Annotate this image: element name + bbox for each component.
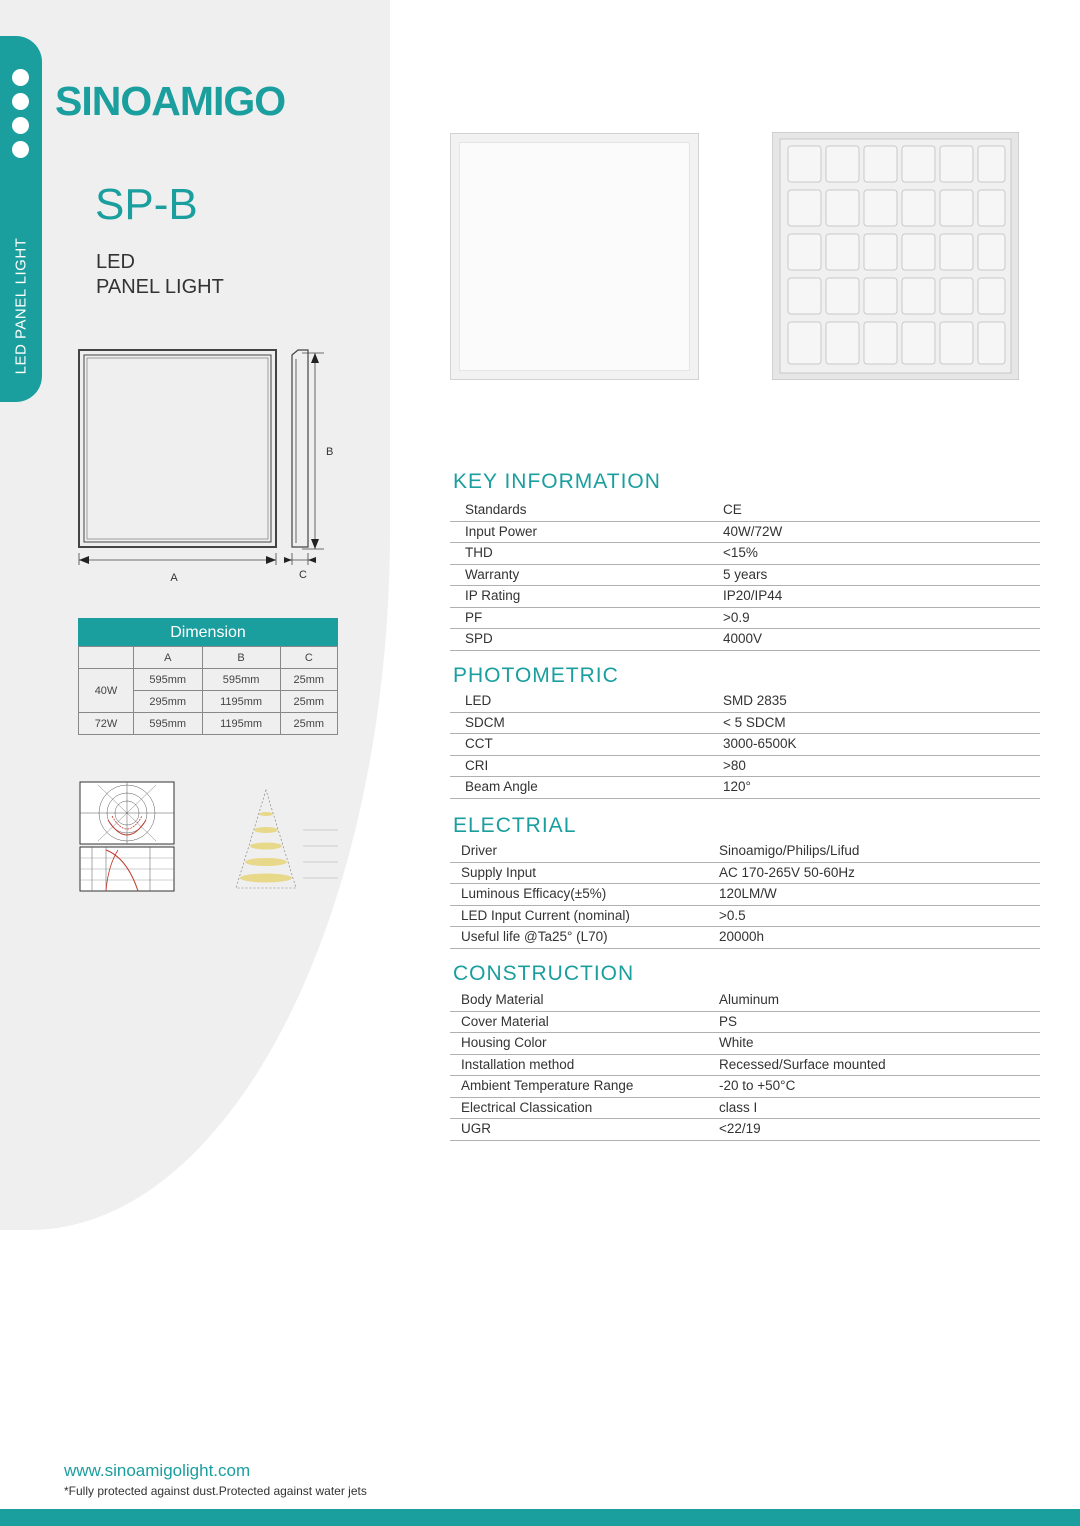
- model-title: SP-B: [95, 180, 198, 229]
- spec-value: 20000h: [719, 929, 765, 944]
- spec-label: Driver: [461, 843, 497, 858]
- header-b: B: [202, 647, 280, 669]
- spec-label: Body Material: [461, 992, 544, 1007]
- table-row: [450, 565, 1040, 587]
- cell-a: 595mm: [134, 669, 203, 691]
- spec-label: Standards: [465, 502, 527, 517]
- table-row: [450, 1033, 1040, 1055]
- spec-value: Sinoamigo/Philips/Lifud: [719, 843, 860, 858]
- cell-c: 25mm: [280, 713, 337, 735]
- spec-label: SDCM: [465, 714, 505, 730]
- dot-icon: [12, 93, 29, 110]
- spec-label: Housing Color: [461, 1035, 547, 1050]
- spec-label: LED: [465, 693, 492, 708]
- table-row: [450, 1119, 1040, 1141]
- spec-label: UGR: [461, 1121, 491, 1136]
- spec-value: White: [719, 1035, 754, 1050]
- spec-label: PF: [465, 609, 483, 625]
- cell-b: 1195mm: [202, 691, 280, 713]
- section-title-photometric: PHOTOMETRIC: [453, 664, 619, 687]
- table-row: [450, 1076, 1040, 1098]
- section-title-construction: CONSTRUCTION: [453, 962, 635, 985]
- spec-value: >80: [723, 757, 746, 773]
- spec-value: <15%: [723, 545, 758, 560]
- spec-value: <22/19: [719, 1121, 761, 1136]
- header-a: A: [134, 647, 203, 669]
- cell-b: 595mm: [202, 669, 280, 691]
- spec-value: CE: [723, 502, 742, 517]
- spec-value: class I: [719, 1099, 758, 1115]
- dot-icon: [12, 141, 29, 158]
- spec-value: < 5 SDCM: [723, 714, 786, 730]
- spec-value: 40W/72W: [723, 523, 783, 539]
- spec-value: >0.9: [723, 609, 750, 625]
- cell-a: 595mm: [134, 713, 203, 735]
- section-title-key-information: KEY INFORMATION: [453, 470, 661, 493]
- table-row: [450, 1098, 1040, 1120]
- table-row: [450, 884, 1040, 906]
- spec-label: Installation method: [461, 1056, 575, 1072]
- table-row: [450, 522, 1040, 544]
- table-header-row: [79, 647, 338, 669]
- header-c: C: [280, 647, 337, 669]
- power-cell: 40W: [79, 669, 134, 713]
- table-row: [450, 586, 1040, 608]
- table-row: [450, 756, 1040, 778]
- dimension-title: Dimension: [78, 618, 338, 646]
- photometric-table: [450, 691, 1040, 799]
- subtitle-line-2: PANEL LIGHT: [96, 276, 224, 298]
- spec-value: SMD 2835: [723, 693, 787, 708]
- table-row: [450, 777, 1040, 799]
- spec-value: PS: [719, 1013, 738, 1029]
- table-row: [450, 990, 1040, 1012]
- table-row: [450, 841, 1040, 863]
- dot-icon: [12, 117, 29, 134]
- spec-label: THD: [465, 545, 493, 560]
- spec-label: Electrical Classication: [461, 1099, 593, 1115]
- spec-value: AC 170-265V 50-60Hz: [719, 864, 855, 880]
- dot-icon: [12, 69, 29, 86]
- table-row: [450, 713, 1040, 735]
- spec-value: 5 years: [723, 566, 768, 582]
- spec-value: 120°: [723, 779, 751, 794]
- side-tab: [0, 36, 42, 402]
- dimension-table-block: [78, 618, 338, 735]
- intensity-curve: [80, 847, 174, 891]
- spec-label: Input Power: [465, 523, 538, 539]
- spec-value: Recessed/Surface mounted: [719, 1056, 886, 1072]
- label-a: A: [170, 572, 178, 584]
- table-row: [450, 629, 1040, 651]
- footer-bar: [0, 1509, 1080, 1526]
- table-row: [450, 608, 1040, 630]
- spec-label: Supply Input: [461, 864, 537, 880]
- spec-label: LED Input Current (nominal): [461, 907, 630, 923]
- table-row: [450, 863, 1040, 885]
- spec-label: Warranty: [465, 566, 520, 582]
- table-row: [450, 906, 1040, 928]
- dimension-table: [78, 646, 338, 735]
- spec-value: 3000-6500K: [723, 736, 797, 751]
- table-row: [450, 1055, 1040, 1077]
- spec-value: >0.5: [719, 907, 746, 923]
- subtitle-line-1: LED: [96, 251, 135, 273]
- polar-diagram: [80, 782, 174, 844]
- photometric-diagram: [78, 780, 340, 900]
- electrical-table: [450, 841, 1040, 949]
- panel-back-image: [772, 132, 1019, 380]
- website-link[interactable]: www.sinoamigolight.com: [64, 1461, 251, 1480]
- power-cell: 72W: [79, 713, 134, 735]
- spec-label: Luminous Efficacy(±5%): [461, 886, 607, 901]
- table-row: [450, 691, 1040, 713]
- table-row: [450, 543, 1040, 565]
- table-row: [450, 1012, 1040, 1034]
- spec-value: IP20/IP44: [723, 588, 783, 603]
- brand-logo: SINOAMIGO: [55, 78, 286, 124]
- spec-label: Ambient Temperature Range: [461, 1078, 634, 1093]
- table-row: [450, 927, 1040, 949]
- spec-label: CRI: [465, 757, 489, 773]
- side-label: LED PANEL LIGHT: [12, 237, 30, 375]
- spec-label: CCT: [465, 736, 493, 751]
- footer-note: *Fully protected against dust.Protected against water jets: [64, 1484, 367, 1498]
- dimension-drawing: [76, 345, 346, 590]
- key-information-table: [450, 500, 1040, 651]
- spec-value: Aluminum: [719, 992, 780, 1007]
- beam-cone-diagram: [236, 790, 338, 888]
- cell-a: 295mm: [134, 691, 203, 713]
- spec-label: SPD: [465, 631, 493, 646]
- spec-label: Cover Material: [461, 1013, 549, 1029]
- table-row: [79, 713, 338, 735]
- table-row: [450, 500, 1040, 522]
- spec-label: IP Rating: [465, 588, 521, 603]
- spec-label: Useful life @Ta25° (L70): [461, 929, 608, 944]
- cell-c: 25mm: [280, 669, 337, 691]
- product-subtitle: [96, 250, 224, 300]
- table-row: [79, 669, 338, 691]
- label-b: B: [326, 446, 334, 458]
- table-row: [450, 734, 1040, 756]
- spec-value: 120LM/W: [719, 886, 777, 901]
- cell-b: 1195mm: [202, 713, 280, 735]
- spec-label: Beam Angle: [465, 779, 538, 794]
- cell-c: 25mm: [280, 691, 337, 713]
- section-title-electrical: ELECTRIAL: [453, 814, 577, 837]
- spec-value: 4000V: [723, 631, 763, 646]
- panel-front-image: [450, 133, 699, 380]
- label-c: C: [299, 569, 307, 581]
- construction-table: [450, 990, 1040, 1141]
- spec-value: -20 to +50°C: [719, 1078, 796, 1093]
